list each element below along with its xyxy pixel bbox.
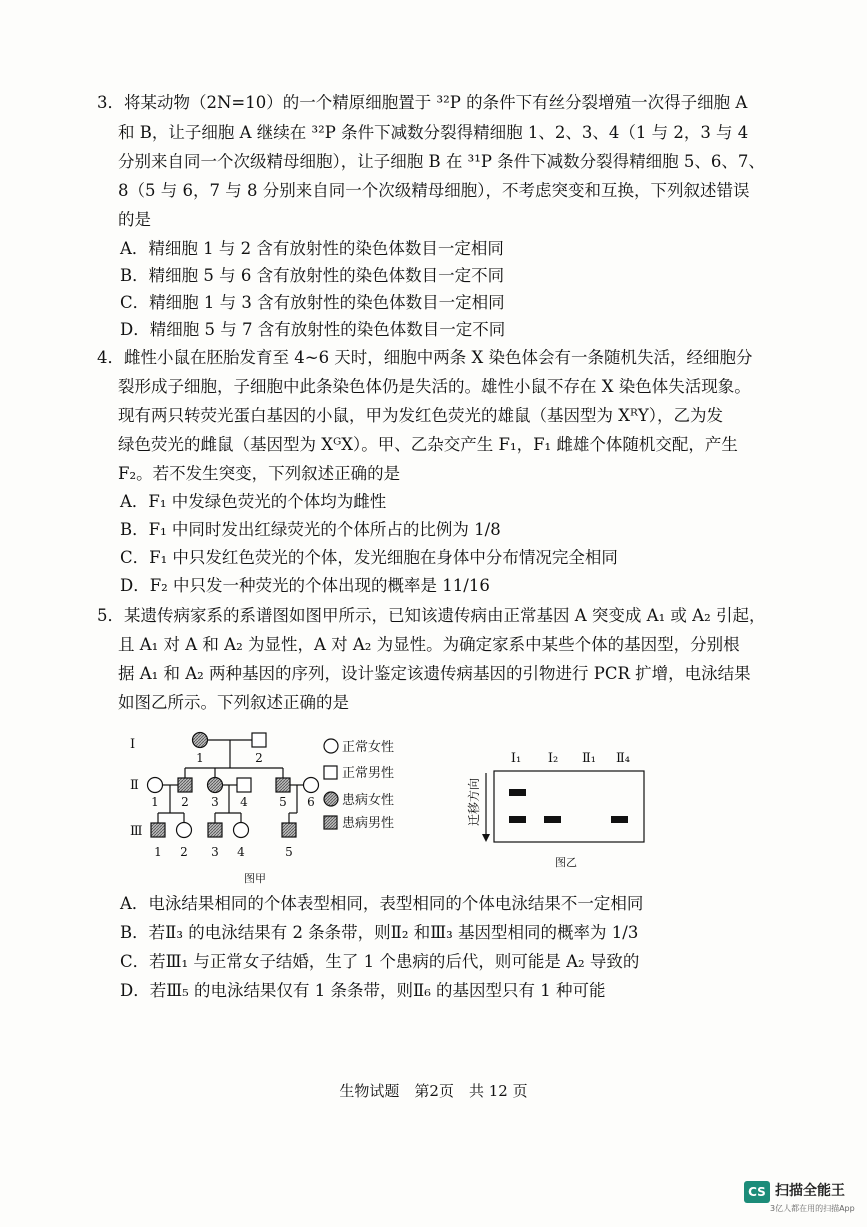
- gel-band-I2-lower: [544, 816, 561, 823]
- figure-b-caption: 图乙: [555, 856, 577, 869]
- num-III5: 5: [285, 845, 293, 859]
- q5-line-4: 如图乙所示。下列叙述正确的是: [118, 693, 349, 712]
- q3-option-b: B．精细胞 5 与 6 含有放射性的染色体数目一定不同: [120, 266, 505, 285]
- pedigree-II5-affected-male: [276, 778, 290, 792]
- q4-option-d: D．F₂ 中只发一种荧光的个体出现的概率是 11/16: [120, 576, 490, 595]
- migration-arrow-head: [482, 834, 490, 842]
- q4-option-a: A．F₁ 中发绿色荧光的个体均为雌性: [120, 492, 387, 511]
- pedigree-II4-normal-male: [237, 778, 251, 792]
- q4-line-2: 裂形成子细胞，子细胞中此条染色体仍是失活的。雄性小鼠不存在 X 染色体失活现象。: [118, 377, 751, 396]
- q3-option-c: C．精细胞 1 与 3 含有放射性的染色体数目一定相同: [120, 293, 505, 312]
- figure-a-caption: 图甲: [244, 872, 266, 885]
- q5-option-c: C．若Ⅲ₁ 与正常女子结婚，生了 1 个患病的后代，则可能是 A₂ 导致的: [120, 952, 640, 971]
- q5-line-1: 5．某遗传病家系的系谱图如图甲所示，已知该遗传病由正常基因 A 突变成 A₁ 或 A₂ 引起，: [97, 606, 766, 625]
- pedigree-III1-affected-male: [151, 823, 165, 837]
- legend-affected-female-symbol: [324, 792, 338, 806]
- gel-band-II4-lower: [611, 816, 628, 823]
- camscanner-logo-icon: CS: [744, 1181, 770, 1203]
- pedigree-III2-normal-female: [177, 823, 192, 838]
- migration-direction-label: 迁移方向: [467, 777, 481, 826]
- q4-line-5: F₂。若不发生突变，下列叙述正确的是: [118, 464, 401, 483]
- pedigree-II3-affected-female: [208, 778, 223, 793]
- gen-label-2: Ⅱ: [130, 778, 139, 793]
- num-II2: 2: [181, 795, 189, 809]
- num-II1: 1: [151, 795, 159, 809]
- q5-option-a: A．电泳结果相同的个体表型相同，表型相同的个体电泳结果不一定相同: [120, 894, 644, 913]
- q4-line-1: 4．雌性小鼠在胚胎发育至 4~6 天时，细胞中两条 X 染色体会有一条随机失活，经细胞分: [97, 348, 753, 367]
- num-II5: 5: [279, 795, 287, 809]
- num-I1: 1: [196, 751, 204, 765]
- pedigree-III3-affected-male: [208, 823, 222, 837]
- pedigree-III4-normal-female: [234, 823, 249, 838]
- legend-normal-male-symbol: [324, 766, 337, 779]
- q3-line-2: 和 B，让子细胞 A 继续在 ³²P 条件下减数分裂得精细胞 1、2、3、4（1 与 2，3 与 4: [118, 123, 749, 142]
- q3-line-4: 8（5 与 6，7 与 8 分别来自同一个次级精母细胞），不考虑突变和互换，下列叙述错误: [118, 181, 750, 200]
- legend-affected-female: 患病女性: [342, 793, 395, 808]
- gen-label-3: Ⅲ: [130, 824, 143, 839]
- gel-lane-label-1: Ⅰ₁: [510, 751, 522, 766]
- pedigree-III5-affected-male: [282, 823, 296, 837]
- num-III2: 2: [180, 845, 188, 859]
- num-I2: 2: [255, 751, 263, 765]
- page-footer: 生物试题 第2页 共 12 页: [339, 1082, 528, 1100]
- q5-line-3: 据 A₁ 和 A₂ 两种基因的序列，设计鉴定该遗传病基因的引物进行 PCR 扩增，电泳结果: [118, 664, 751, 683]
- pedigree-II1-normal-female: [148, 778, 163, 793]
- camscanner-name: 扫描全能王: [775, 1183, 845, 1199]
- legend-normal-female-symbol: [324, 739, 338, 753]
- legend-affected-male: 患病男性: [342, 816, 395, 831]
- num-III1: 1: [154, 845, 162, 859]
- num-III4: 4: [237, 845, 245, 859]
- camscanner-tagline: 3亿人都在用的扫描App: [770, 1204, 855, 1213]
- num-III3: 3: [211, 845, 219, 859]
- gel-band-I1-lower: [509, 816, 526, 823]
- gel-lane-label-3: Ⅱ₁: [581, 751, 597, 766]
- q5-option-d: D．若Ⅲ₅ 的电泳结果仅有 1 条条带，则Ⅱ₆ 的基因型只有 1 种可能: [120, 981, 606, 1000]
- gel-frame: [494, 771, 644, 842]
- q3-line-1: 3．将某动物（2N=10）的一个精原细胞置于 ³²P 的条件下有丝分裂增殖一次得子细胞 A: [97, 93, 748, 112]
- gel-lane-label-4: Ⅱ₄: [615, 751, 631, 766]
- q5-option-b: B．若Ⅱ₃ 的电泳结果有 2 条条带，则Ⅱ₂ 和Ⅲ₃ 基因型相同的概率为 1/3: [120, 923, 639, 942]
- legend-affected-male-symbol: [324, 816, 337, 829]
- gen-label-1: Ⅰ: [130, 737, 136, 752]
- q4-line-3: 现有两只转荧光蛋白基因的小鼠，甲为发红色荧光的雄鼠（基因型为 XᴿY），乙为发: [118, 406, 723, 425]
- q3-line-3: 分别来自同一个次级精母细胞），让子细胞 B 在 ³¹P 条件下减数分裂得精细胞 5、6、7、: [118, 152, 765, 171]
- num-II3: 3: [211, 795, 219, 809]
- pedigree-I2-normal-male: [252, 733, 266, 747]
- legend-normal-female: 正常女性: [342, 740, 395, 755]
- pedigree-II2-affected-male: [178, 778, 192, 792]
- q3-option-a: A．精细胞 1 与 2 含有放射性的染色体数目一定相同: [120, 239, 504, 258]
- legend-normal-male: 正常男性: [342, 766, 395, 781]
- q3-option-d: D．精细胞 5 与 7 含有放射性的染色体数目一定不同: [120, 320, 506, 339]
- pedigree-I1-affected-female: [193, 733, 208, 748]
- q4-option-b: B．F₁ 中同时发出红绿荧光的个体所占的比例为 1/8: [120, 520, 501, 539]
- num-II6: 6: [307, 795, 315, 809]
- gel-band-I1-upper: [509, 789, 526, 796]
- num-II4: 4: [240, 795, 248, 809]
- q4-option-c: C．F₁ 中只发红色荧光的个体，发光细胞在身体中分布情况完全相同: [120, 548, 618, 567]
- q4-line-4: 绿色荧光的雌鼠（基因型为 XᴳX）。甲、乙杂交产生 F₁，F₁ 雌雄个体随机交配，产生: [118, 435, 738, 454]
- pedigree-II6-normal-female: [304, 778, 319, 793]
- q5-line-2: 且 A₁ 对 A 和 A₂ 为显性，A 对 A₂ 为显性。为确定家系中某些个体的基因型，分别根: [118, 635, 740, 654]
- gel-lane-label-2: Ⅰ₂: [547, 751, 559, 766]
- q3-line-5: 的是: [118, 210, 151, 229]
